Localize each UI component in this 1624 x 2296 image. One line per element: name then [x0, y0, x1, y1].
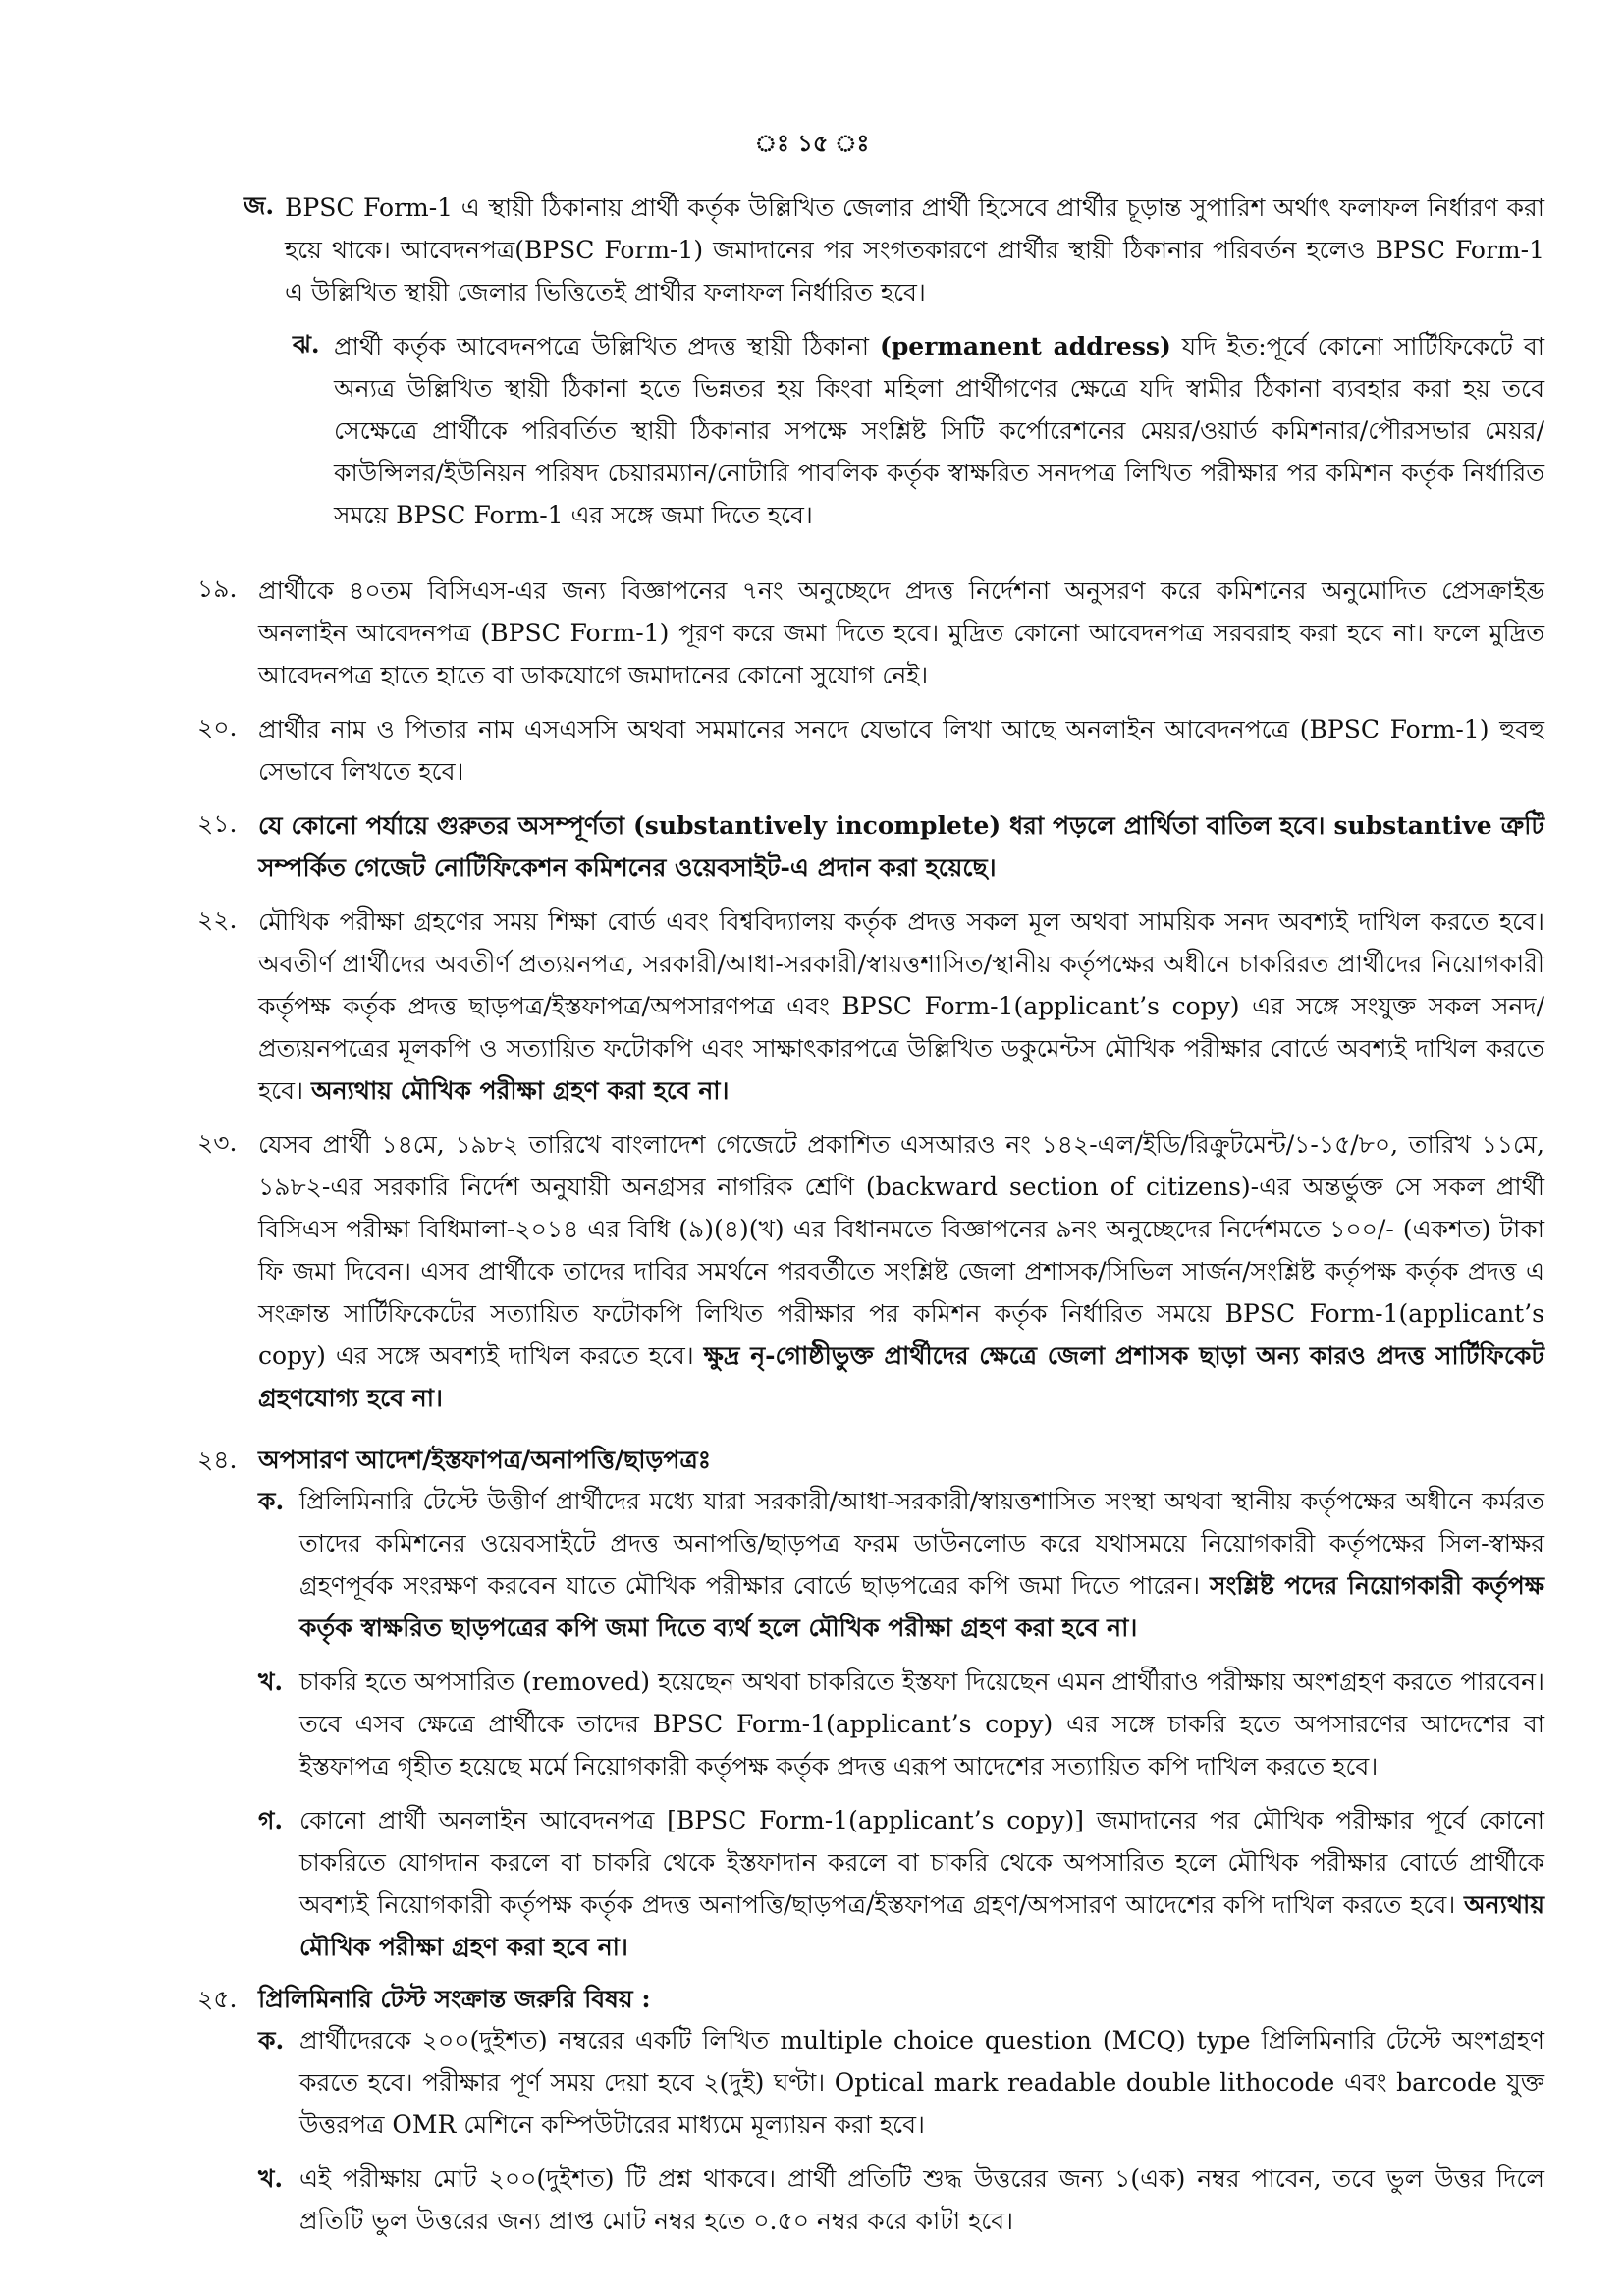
clause-text: প্রার্থী কর্তৃক আবেদনপত্রে উল্লিখিত প্রদত্ত স্থায়ী ঠিকানা (permanent address) যদি ইত:পূর্বে কোনো সার্টিফিকেটে বা অন্যত্র উল্লিখিত স্থায়ী ঠিকানা হতে ভিন্নতর হয় কিংবা মহিলা প্রার্থীগণের ক্ষেত্রে যদি স্বামীর ঠিকানা ব্যবহার করা হয় তবে সেক্ষেত্রে প্রার্থীকে পরিবর্তিত স্থায়ী ঠিকানার সপক্ষে সংশ্লিষ্ট সিটি কর্পোরেশনের মেয়র/ওয়ার্ড কমিশনার/পৌরসভার মেয়র/কাউন্সিলর/ইউনিয়ন পরিষদ চেয়ারম্যান/নোটারি পাবলিক কর্তৃক স্বাক্ষরিত সনদপত্র লিখিত পরীক্ষার পর কমিশন কর্তৃক নির্ধারিত সময়ে BPSC Form-1 এর সঙ্গে জমা দিতে হবে। [334, 332, 1544, 529]
subclause-kha [258, 2158, 1544, 2242]
subclause-text: কোনো প্রার্থী অনলাইন আবেদনপত্র [BPSC Form-1(applicant’s copy)] জমাদানের পর মৌখিক পরীক্ষার পূর্বে কোনো চাকরিতে যোগদান করলে বা চাকরি থেকে ইস্তফাদান করলে বা চাকরি থেকে অপসারিত হলে মৌখিক পরীক্ষার বোর্ডে প্রার্থীকে অবশ্যই নিয়োগকারী কর্তৃপক্ষ কর্তৃক প্রদত্ত অনাপত্তি/ছাড়পত্র/ইস্তফাপত্র গ্রহণ/অপসারণ আদেশের কপি দাখিল করতে হবে। অন্যথায় মৌখিক পরীক্ষা গ্রহণ করা হবে না। [299, 1806, 1544, 1961]
item-23 [199, 1123, 1544, 1419]
item-text: যে কোনো পর্যায়ে গুরুতর অসম্পূর্ণতা (substantively incomplete) ধরা পড়লে প্রার্থিতা বাতিল হবে। substantive ত্রুটি সম্পর্কিত গেজেট নোটিফিকেশন কমিশনের ওয়েবসাইট-এ প্রদান করা হয়েছে। [258, 811, 1544, 882]
item-number: ২০. [197, 713, 238, 741]
clause-jha [293, 325, 1544, 536]
subclause-text: প্রার্থীদেরকে ২০০(দুইশত) নম্বরের একটি লিখিত multiple choice question (MCQ) type প্রিলিমিনারি টেস্টে অংশগ্রহণ করতে হবে। পরীক্ষার পূর্ণ সময় দেয়া হবে ২(দুই) ঘণ্টা। Optical mark readable double lithocode এবং barcode যুক্ত উত্তরপত্র OMR মেশিনে কম্পিউটারের মাধ্যমে মূল্যায়ন করা হবে। [299, 2026, 1544, 2139]
subclause-kha [258, 1661, 1544, 1787]
item-number: ২২. [197, 905, 238, 934]
subclause-text: প্রিলিমিনারি টেস্টে উত্তীর্ণ প্রার্থীদের মধ্যে যারা সরকারী/আধা-সরকারী/স্বায়ত্তশাসিত সংস্থা অথবা স্থানীয় কর্তৃপক্ষের অধীনে কর্মরত তাদের কমিশনের ওয়েবসাইটে প্রদত্ত অনাপত্তি/ছাড়পত্র ফরম ডাউনলোড করে যথাসময়ে নিয়োগকারী কর্তৃপক্ষের সিল-স্বাক্ষর গ্রহণপূর্বক সংরক্ষণ করবেন যাতে মৌখিক পরীক্ষার বোর্ডে ছাড়পত্রের কপি জমা দিতে পারেন। সংশ্লিষ্ট পদের নিয়োগকারী কর্তৃপক্ষ কর্তৃক স্বাক্ষরিত ছাড়পত্রের কপি জমা দিতে ব্যর্থ হলে মৌখিক পরীক্ষা গ্রহণ করা হবে না। [299, 1487, 1544, 1642]
item-24 [199, 1441, 1544, 1968]
item-number: ১৯. [197, 574, 238, 603]
subclause-ga [258, 1799, 1544, 1968]
item-title: অপসারণ আদেশ/ইস্তফাপত্র/অনাপত্তি/ছাড়পত্রঃ [258, 1446, 712, 1474]
item-number: ২৫. [197, 1985, 238, 2013]
item-text: প্রার্থীকে ৪০তম বিসিএস-এর জন্য বিজ্ঞাপনের ৭নং অনুচ্ছেদে প্রদত্ত নির্দেশনা অনুসরণ করে কমিশনের অনুমোদিত প্রেসক্রাইব্ড অনলাইন আবেদনপত্র (BPSC Form-1) পূরণ করে জমা দিতে হবে। মুদ্রিত কোনো আবেদনপত্র সরবরাহ করা হবে না। ফলে মুদ্রিত আবেদনপত্র হাতে হাতে বা ডাকযোগে জমাদানের কোনো সুযোগ নেই। [258, 576, 1544, 689]
document-body [197, 187, 1544, 2242]
item-text: মৌখিক পরীক্ষা গ্রহণের সময় শিক্ষা বোর্ড এবং বিশ্ববিদ্যালয় কর্তৃক প্রদত্ত সকল মূল অথবা সাময়িক সনদ অবশ্যই দাখিল করতে হবে। অবতীর্ণ প্রার্থীদের অবতীর্ণ প্রত্যয়নপত্র, সরকারী/আধা-সরকারী/স্বায়ত্তশাসিত/স্থানীয় কর্তৃপক্ষের অধীনে চাকরিরত প্রার্থীদের নিয়োগকারী কর্তৃপক্ষ কর্তৃক প্রদত্ত ছাড়পত্র/ইস্তফাপত্র/অপসারণপত্র এবং BPSC Form-1(applicant’s copy) এর সঙ্গে সংযুক্ত সকল সনদ/প্রত্যয়নপত্রের মূলকপি ও সত্যায়িত ফটোকপি এবং সাক্ষাৎকারপত্রে উল্লিখিত ডকুমেন্টস মৌখিক পরীক্ষার বোর্ডে অবশ্যই দাখিল করতে হবে। অন্যথায় মৌখিক পরীক্ষা গ্রহণ করা হবে না। [258, 907, 1544, 1105]
subclause-ka [258, 2019, 1544, 2146]
subclause-label: ক. [258, 2026, 285, 2054]
clause-ja [244, 187, 1544, 313]
item-text: প্রার্থীর নাম ও পিতার নাম এসএসসি অথবা সমমানের সনদে যেভাবে লিখা আছে অনলাইন আবেদনপত্রে (BPSC Form-1) হুবহু সেভাবে লিখতে হবে। [258, 715, 1544, 786]
item-19 [199, 570, 1544, 696]
subclause-ka [258, 1480, 1544, 1649]
subclause-text: চাকরি হতে অপসারিত (removed) হয়েছেন অথবা চাকরিতে ইস্তফা দিয়েছেন এমন প্রার্থীরাও পরীক্ষায় অংশগ্রহণ করতে পারবেন। তবে এসব ক্ষেত্রে প্রার্থীকে তাদের BPSC Form-1(applicant’s copy) এর সঙ্গে চাকরি হতে অপসারণের আদেশের বা ইস্তফাপত্র গৃহীত হয়েছে মর্মে নিয়োগকারী কর্তৃপক্ষ কর্তৃক প্রদত্ত এরূপ আদেশের সত্যায়িত কপি দাখিল করতে হবে। [299, 1667, 1544, 1780]
clause-label: ঝ. [293, 330, 320, 358]
item-title: প্রিলিমিনারি টেস্ট সংক্রান্ত জরুরি বিষয় : [258, 1985, 651, 2013]
subclause-label: খ. [258, 1667, 284, 1696]
item-number: ২৩. [197, 1128, 238, 1157]
page-number: ঃ ১৫ ঃ [754, 129, 870, 157]
item-number: ২১. [197, 809, 238, 838]
item-20 [199, 708, 1544, 793]
item-content [258, 1980, 1544, 2242]
clause-label: জ. [244, 191, 275, 220]
subclause-text: এই পরীক্ষায় মোট ২০০(দুইশত) টি প্রশ্ন থাকবে। প্রার্থী প্রতিটি শুদ্ধ উত্তরের জন্য ১(এক) নম্বর পাবেন, তবে ভুল উত্তর দিলে প্রতিটি ভুল উত্তরের জন্য প্রাপ্ত মোট নম্বর হতে ০.৫০ নম্বর করে কাটা হবে। [299, 2164, 1544, 2235]
subclause-label: ক. [258, 1487, 285, 1515]
subclause-label: গ. [258, 1806, 284, 1834]
item-21 [199, 804, 1544, 889]
item-22 [199, 901, 1544, 1112]
item-25 [199, 1980, 1544, 2242]
item-content [258, 1441, 1544, 1968]
item-text: যেসব প্রার্থী ১৪মে, ১৯৮২ তারিখে বাংলাদেশ গেজেটে প্রকাশিত এসআরও নং ১৪২-এল/ইডি/রিক্রুটমেন্ট/১-১৫/৮০, তারিখ ১১মে, ১৯৮২-এর সরকারি নির্দেশ অনুযায়ী অনগ্রসর নাগরিক শ্রেণি (backward section of citizens)-এর অন্তর্ভুক্ত সে সকল প্রার্থী বিসিএস পরীক্ষা বিধিমালা-২০১৪ এর বিধি (৯)(৪)(খ) এর বিধানমতে বিজ্ঞাপনের ৯নং অনুচ্ছেদের নির্দেশমতে ১০০/- (একশত) টাকা ফি জমা দিবেন। এসব প্রার্থীকে তাদের দাবির সমর্থনে পরবর্তীতে সংশ্লিষ্ট জেলা প্রশাসক/সিভিল সার্জন/সংশ্লিষ্ট কর্তৃপক্ষ কর্তৃক প্রদত্ত এ সংক্রান্ত সার্টিফিকেটের সত্যায়িত ফটোকপি লিখিত পরীক্ষার পর কমিশন কর্তৃক নির্ধারিত সময়ে BPSC Form-1(applicant’s copy) এর সঙ্গে অবশ্যই দাখিল করতে হবে। ক্ষুদ্র নৃ-গোষ্ঠীভুক্ত প্রার্থীদের ক্ষেত্রে জেলা প্রশাসক ছাড়া অন্য কারও প্রদত্ত সার্টিফিকেট গ্রহণযোগ্য হবে না। [258, 1130, 1544, 1412]
subclause-label: খ. [258, 2164, 284, 2193]
clause-text: BPSC Form-1 এ স্থায়ী ঠিকানায় প্রার্থী কর্তৃক উল্লিখিত জেলার প্রার্থী হিসেবে প্রার্থীর চূড়ান্ত সুপারিশ অর্থাৎ ফলাফল নির্ধারণ করা হয়ে থাকে। আবেদনপত্র(BPSC Form-1) জমাদানের পর সংগতকারণে প্রার্থীর স্থায়ী ঠিকানার পরিবর্তন হলেও BPSC Form-1 এ উল্লিখিত স্থায়ী জেলার ভিত্তিতেই প্রার্থীর ফলাফল নির্ধারিত হবে। [285, 193, 1544, 306]
item-number: ২৪. [197, 1446, 238, 1474]
